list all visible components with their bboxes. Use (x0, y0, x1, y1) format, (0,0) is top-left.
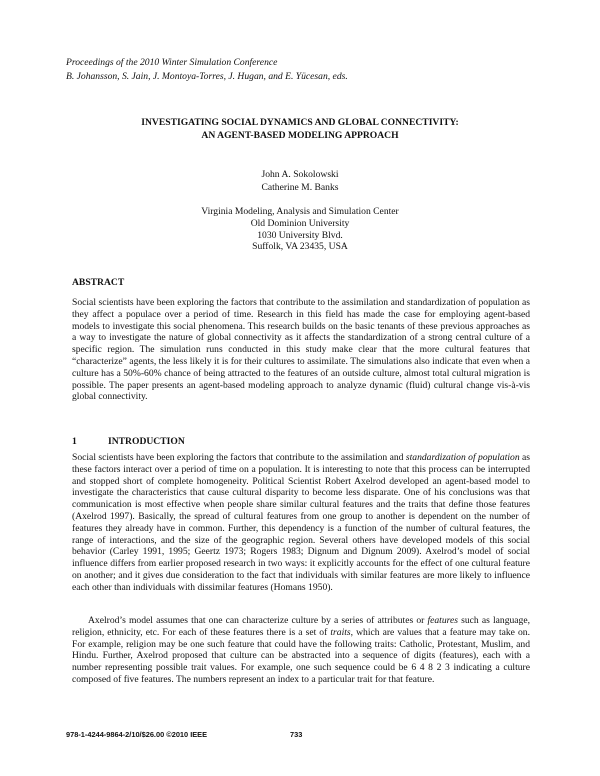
author-name: Catherine M. Banks (261, 181, 339, 193)
author-name: John A. Sokolowski (261, 169, 339, 180)
affiliation-line: Old Dominion University (250, 217, 350, 229)
proceedings-title: Proceedings of the 2010 Winter Simulation Conference (66, 57, 278, 68)
proceedings-header (66, 56, 546, 84)
author-list (60, 169, 540, 194)
page-number: 733 (290, 730, 303, 739)
intro-p2-part-a: Axelrod’s model assumes that one can characterize culture by a series of attributes or (88, 615, 428, 626)
section-title: INTRODUCTION (108, 436, 185, 447)
editors-line: B. Johansson, S. Jain, J. Montoya-Torres, J. Hugan, and E. Yücesan, eds. (66, 71, 348, 82)
affiliation-block (60, 206, 540, 253)
affiliation-line: Suffolk, VA 23435, USA (252, 241, 348, 253)
intro-p1-part-b: as these factors interact over a period of time on a population. It is interesting to note that this process can be interrupted and stopped short of complete homogeneity. Political Scientist Robert Axelrod developed an agent-based model to investigate the characteristics that cause cultural disparity to become less disparate. One of his conclusions was that communication is most effective when people share similar cultural features and the traits that define those features (Axelrod 1997). Basically, the spread of cultural features from one group to another is dependent on the number of features they already have in common. Further, this dependency is a function of the number of cultural features, the range of interactions, and the size of the geographic region. Several others have developed models of this social behavior (Carley 1991, 1995; Geertz 1973; Rogers 1983; Dignum and Dignum 2009). Axelrod’s model of social influence differs from earlier proposed research in two ways: it explicitly accounts for the effect of one cultural feature on another; and it gives due consideration to the fact that individuals with similar features are more likely to influence each other than individuals with dissimilar features (Homans 1950). (72, 452, 531, 593)
abstract-text: Social scientists have been exploring the factors that contribute to the assimilation and standardization of population as they affect a populace over a period of time. Research in this field has made the case for employing agent-based models to investigate this social phenomena. This research builds on the basic tenants of these previous approaches as a way to investigate the nature of global connectivity as it affects the standardization of a strong central culture of a specific region. The simulation runs conducted in this study make clear that the more cultural features that “characterize” agents, the less likely it is for their cultures to assimilate. The simulations also indicate that even when a culture has a 50%-60% chance of being attracted to the features of an outside culture, almost total cultural migration is possible. The paper presents an agent-based modeling approach to analyze dynamic (fluid) cultural change vis-à-vis global connectivity. (72, 297, 530, 403)
intro-p2-part-b: such as language, religion, ethnicity, etc. For each of these features there is a set of (72, 615, 530, 638)
title-line-2: AN AGENT-BASED MODELING APPROACH (201, 130, 399, 141)
abstract-heading: ABSTRACT (72, 277, 125, 288)
paper-title (60, 116, 540, 142)
intro-paragraph-2 (72, 615, 530, 686)
section-number: 1 (72, 436, 77, 447)
intro-p1-part-a: Social scientists have been exploring the factors that contribute to the assimilation and (72, 452, 406, 463)
intro-p2-part-c: , which are values that a feature may take on. For example, religion may be one such feature that could have the following traits: Catholic, Protestant, Muslim, and Hindu. Further, Axelrod proposed that culture can be abstracted into a sequence of digits (features), each with a number representing possible trait values. For example, one such sequence could be 6 4 8 2 3 indicating a culture composed of five features. The numbers represent an index to a particular trait for that feature. (72, 626, 530, 685)
title-line-1: INVESTIGATING SOCIAL DYNAMICS AND GLOBAL CONNECTIVITY: (141, 117, 459, 128)
intro-paragraph-1 (72, 452, 530, 594)
intro-p1-emphasis: standardization of population (405, 452, 520, 463)
section-heading-introduction (72, 436, 185, 447)
affiliation-line: 1030 University Blvd. (257, 229, 343, 241)
affiliation-line: Virginia Modeling, Analysis and Simulation Center (201, 206, 399, 217)
intro-p2-emphasis-features: features (427, 615, 459, 626)
intro-p2-emphasis-traits: traits (330, 626, 351, 638)
isbn-copyright: 978-1-4244-9864-2/10/$26.00 ©2010 IEEE (66, 730, 208, 739)
